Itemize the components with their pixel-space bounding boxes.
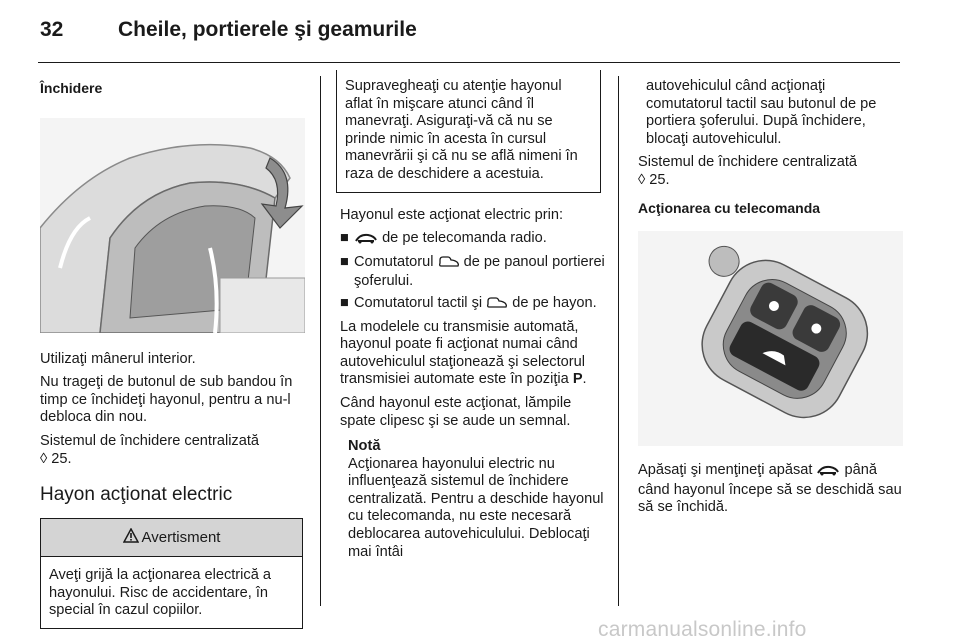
tailgate-switch-icon xyxy=(438,256,460,274)
tailgate-illustration xyxy=(40,118,305,333)
tailgate-symbol-icon xyxy=(354,232,378,250)
warning-title: Avertisment xyxy=(141,528,221,546)
column-left xyxy=(40,70,305,629)
section-title: Hayon acţionat electric xyxy=(40,484,233,506)
page-number: 32 xyxy=(40,18,64,41)
column-divider xyxy=(618,76,619,606)
list-item: ■ Comutatorul tactil şi de pe hayon. xyxy=(340,295,605,315)
list-item: ■ de pe telecomanda radio. xyxy=(340,230,605,250)
remote-key-image xyxy=(638,231,903,446)
paragraph: Nu trageţi de butonul de sub bandou în timp ce închideţi hayonul, pentru a nu-l debloca din nou. xyxy=(40,374,293,426)
paragraph: Apăsaţi şi menţineţi apăsat până când hayonul începe să se deschidă sau să se închidă. xyxy=(638,462,902,516)
warning-triangle-icon xyxy=(123,528,139,548)
paragraph: La modelele cu transmisie automată, hayonul poate fi acţionat numai când autovehiculul staţionează şi selectorul transmisiei automate este în poziţia P. xyxy=(340,318,587,388)
paragraph: Hayonul este acţionat electric prin: xyxy=(340,206,564,223)
paragraph-reference: Sistemul de închidere centralizată ◊ 25. xyxy=(40,432,260,467)
paragraph-continued: autovehiculul când acţionaţi comutatorul tactil sau butonul de pe portiera şoferului. După închidere, blocaţi autovehiculul. xyxy=(646,78,877,147)
warning-box-continued xyxy=(336,70,601,193)
column-middle xyxy=(340,70,605,561)
paragraph-reference: Sistemul de închidere centralizată ◊ 25. xyxy=(638,154,858,188)
page-reference-icon: ◊ xyxy=(40,450,48,467)
note-title: Notă xyxy=(348,438,381,455)
subheading-closing: Închidere xyxy=(40,80,103,96)
tailgate-switch-icon xyxy=(486,297,508,315)
subheading-remote: Acţionarea cu telecomanda xyxy=(638,199,821,216)
remote-key-illustration xyxy=(638,231,903,446)
page-title: Cheile, portierele şi geamurile xyxy=(118,18,417,41)
page-header xyxy=(0,0,960,60)
warning-text-continued: Supravegheaţi cu atenţie hayonul aflat în mişcare atunci când îl manevraţi. Asiguraţi-vă că nu se prinde nimic în acesta în cursul manevrării şi că nu se află nimeni în raza de deschidere a acestuia. xyxy=(345,78,578,182)
watermark: carmanualsonline.info xyxy=(598,618,807,641)
page-reference-icon: ◊ xyxy=(638,171,646,188)
note xyxy=(340,438,605,561)
header-rule xyxy=(38,62,900,63)
warning-box xyxy=(40,518,303,629)
paragraph: Când hayonul este acţionat, lămpile spate clipesc şi se aude un semnal. xyxy=(340,394,572,429)
paragraph: Utilizaţi mânerul interior. xyxy=(40,350,196,367)
column-divider xyxy=(320,76,321,606)
warning-text: Aveţi grijă la acţionarea electrică a hayonului. Risc de accidentare, în special în cazul copiilor. xyxy=(49,567,271,619)
column-right xyxy=(638,78,903,523)
tailgate-image xyxy=(40,118,305,333)
list-item: ■ Comutatorul de pe panoul portierei şoferului. xyxy=(340,253,605,290)
note-text: Acţionarea hayonului electric nu influenţează sistemul de închidere centralizată. Pentru a deschide hayonul cu telecomanda, nu este necesară deblocarea autovehiculului. Deblocaţi mai întâi xyxy=(348,455,604,560)
warning-header xyxy=(41,519,302,557)
tailgate-symbol-icon xyxy=(816,464,840,482)
